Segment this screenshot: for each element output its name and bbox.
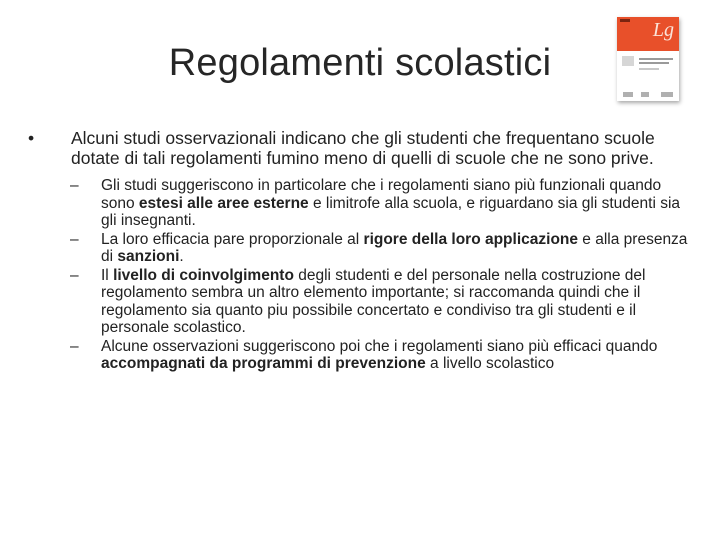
cover-logo: Lg: [652, 19, 674, 41]
guideline-cover-thumbnail: [617, 17, 679, 101]
sub-text-bold: sanzioni: [117, 248, 180, 265]
cover-footer-logo: [661, 92, 673, 97]
bullet-dot: •: [28, 128, 35, 148]
slide-title: Regolamenti scolastici: [168, 42, 552, 84]
cover-text-line: [639, 58, 673, 60]
sub-bullet-item: [70, 338, 688, 373]
cover-text-line: [639, 68, 659, 70]
sub-bullet-item: [70, 231, 688, 266]
sub-text-bold: livello di coinvolgimento: [113, 266, 294, 284]
sub-text-bold: estesi alle aree esterne: [138, 194, 309, 212]
sub-bullet-item: [70, 267, 688, 337]
dash-mark: –: [70, 266, 79, 284]
sub-text: e limitrofe alla scuola, e riguardano sia gli studenti sia gli insegnanti.: [101, 194, 681, 229]
sub-text: degli studenti e del personale nella costruzione del regolamento sembra un altro elemento importante; si raccomanda quindi che il regolamento sia quanto piu possibile concertato e condiviso tra gli studenti e il personale scolastico.: [101, 266, 646, 336]
sub-text: Alcune osservazioni suggeriscono poi che i regolamenti siano più efficaci quando: [101, 337, 658, 355]
sub-text-bold: accompagnati da programmi di prevenzione: [101, 355, 426, 372]
sub-text-bold: rigore della loro applicazione: [363, 230, 578, 248]
sub-text: Gli studi suggeriscono in particolare che i regolamenti siano più funzionali quando sono: [101, 177, 662, 212]
cover-brand-mark: [620, 19, 630, 22]
cover-footer-logo: [641, 92, 649, 97]
cover-footer-logo: [623, 92, 633, 97]
sub-text: a livello scolastico: [425, 355, 555, 372]
main-bullet: [28, 128, 688, 168]
dash-mark: –: [70, 177, 79, 194]
dash-mark: –: [70, 337, 79, 355]
slide-body: [28, 128, 688, 374]
cover-image-placeholder: [622, 56, 634, 66]
sub-bullet-item: [70, 177, 688, 230]
cover-text-line: [639, 62, 669, 64]
dash-mark: –: [70, 230, 79, 248]
main-bullet-text: Alcuni studi osservazionali indicano che gli studenti che frequentano scuole dotate di tali regolamenti fumino meno di quelli di scuole che ne sono prive.: [71, 128, 655, 168]
sub-text: e alla presenza di: [101, 230, 688, 265]
sub-text: Il: [101, 266, 114, 284]
sub-text: .: [179, 248, 184, 265]
sub-bullet-list: [28, 177, 688, 373]
sub-text: La loro efficacia pare proporzionale al: [101, 230, 364, 248]
